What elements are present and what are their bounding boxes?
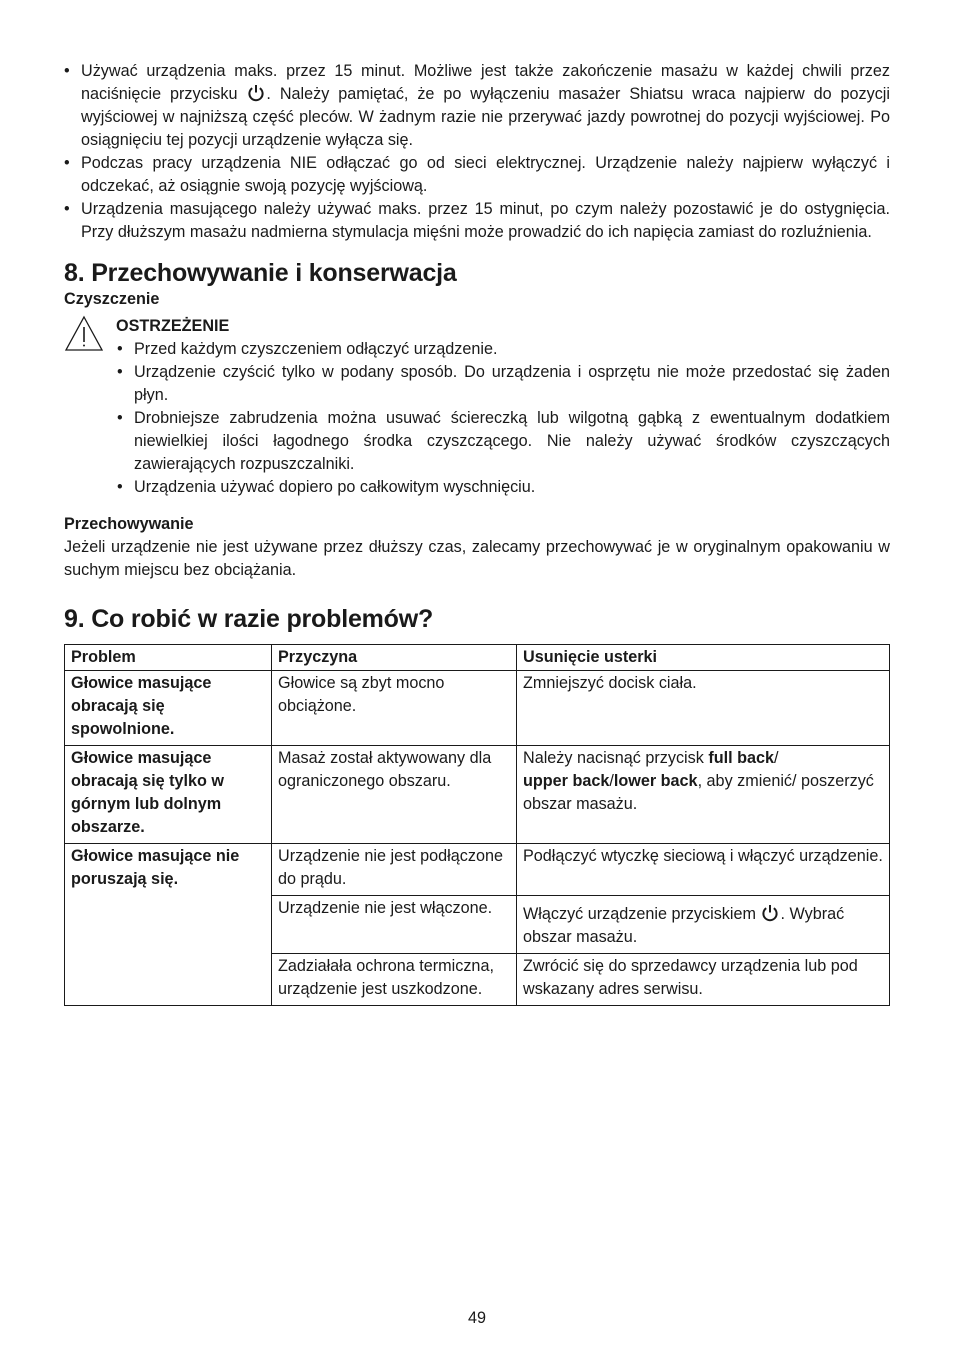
fix-cell: Zmniejszyć docisk ciała. bbox=[517, 671, 890, 746]
warning-triangle-icon bbox=[64, 315, 104, 353]
table-row bbox=[65, 746, 890, 844]
cause-cell: Masaż został aktywowany dla ograniczonego obszaru. bbox=[272, 746, 517, 844]
storage-text: Jeżeli urządzenie nie jest używane przez dłuższy czas, zalecamy przechowywać je w oryginalnym opakowaniu w suchym miejscu bez obciążania. bbox=[64, 538, 890, 579]
table-row bbox=[65, 671, 890, 746]
fix-cell: Zwrócić się do sprzedawcy urządzenia lub pod wskazany adres serwisu. bbox=[517, 954, 890, 1006]
problem-cell: Głowice masujące obracają się tylko w górnym lub dolnym obszarze. bbox=[65, 746, 272, 844]
list-item: • Używać urządzenia maks. przez 15 minut. Możliwe jest także zakończenie masażu w każdej chwili przez naciśnięcie przycisku . Należy pamiętać, że po wyłączeniu masażer Shiatsu wraca najpierw do pozycji wyjściowej w najniższą część pleców. W żadnym razie nie przerywać jazdy powrotnej do pozycji wyjściowej. Po osiągnięciu tej pozycji urządzenie wyłącza się. bbox=[64, 60, 890, 152]
upper-back-button-label: upper back bbox=[523, 772, 610, 790]
cause-cell: Zadziałała ochrona termiczna, urządzenie jest uszkodzone. bbox=[272, 954, 517, 1006]
list-item: • Urządzenie czyścić tylko w podany sposób. Do urządzenia i osprzętu nie może przedostać się żaden płyn. bbox=[117, 361, 890, 407]
list-item: • Drobniejsze zabrudzenia można usuwać ściereczką lub wilgotną gąbką z ewentualnym dodatkiem niewielkiej ilości łagodnego środka czyszczącego. Nie należy używać środków czyszczących zawierających rozpuszczalniki. bbox=[117, 407, 890, 476]
table-row bbox=[65, 844, 890, 896]
cause-cell: Urządzenie nie jest włączone. bbox=[272, 896, 517, 954]
list-item: • Urządzenia masującego należy używać maks. przez 15 minut, po czym należy pozostawić je do ostygnięcia. Przy dłuższym masażu nadmierna stymulacja mięśni może prowadzić do ich napięcia zamiast do rozluźnienia. bbox=[64, 198, 890, 244]
list-item: • Podczas pracy urządzenia NIE odłączać go od sieci elektrycznej. Urządzenie należy najpierw wyłączyć i odczekać, aż osiągnie swoją pozycję wyjściową. bbox=[64, 152, 890, 198]
warning-list bbox=[64, 338, 890, 499]
section-8-title: 8. Przechowywanie i konserwacja bbox=[64, 259, 457, 287]
fix-cell: Należy nacisnąć przycisk full back/ upper back/lower back, aby zmienić/ poszerzyć obszar masażu. bbox=[517, 746, 890, 844]
full-back-button-label: full back bbox=[708, 749, 774, 767]
manual-page bbox=[64, 60, 890, 1006]
page-number: 49 bbox=[467, 1309, 486, 1327]
header-cause: Przyczyna bbox=[272, 645, 517, 671]
header-fix: Usunięcie usterki bbox=[517, 645, 890, 671]
section-9-title: 9. Co robić w razie problemów? bbox=[64, 605, 434, 633]
lower-back-button-label: lower back bbox=[613, 772, 698, 790]
fix-cell: Podłączyć wtyczkę sieciową i włączyć urządzenie. bbox=[517, 844, 890, 896]
cause-cell: Głowice są zbyt mocno obciążone. bbox=[272, 671, 517, 746]
troubleshooting-table bbox=[64, 644, 890, 1006]
power-icon bbox=[761, 904, 779, 922]
header-problem: Problem bbox=[65, 645, 272, 671]
power-icon bbox=[247, 84, 265, 102]
problem-cell: Głowice masujące obracają się spowolnione. bbox=[65, 671, 272, 746]
cleaning-heading: Czyszczenie bbox=[64, 290, 160, 308]
problem-cell: Głowice masujące nie poruszają się. bbox=[65, 844, 272, 1006]
usage-notes-list bbox=[64, 60, 890, 244]
warning-block bbox=[64, 315, 890, 499]
warning-title: OSTRZEŻENIE bbox=[116, 317, 230, 335]
list-item: • Urządzenia używać dopiero po całkowitym wyschnięciu. bbox=[117, 476, 890, 499]
cause-cell: Urządzenie nie jest podłączone do prądu. bbox=[272, 844, 517, 896]
storage-heading: Przechowywanie bbox=[64, 515, 194, 533]
table-header-row bbox=[65, 645, 890, 671]
list-item: • Przed każdym czyszczeniem odłączyć urządzenie. bbox=[117, 338, 890, 361]
fix-cell: Włączyć urządzenie przyciskiem . Wybrać obszar masażu. bbox=[517, 896, 890, 954]
